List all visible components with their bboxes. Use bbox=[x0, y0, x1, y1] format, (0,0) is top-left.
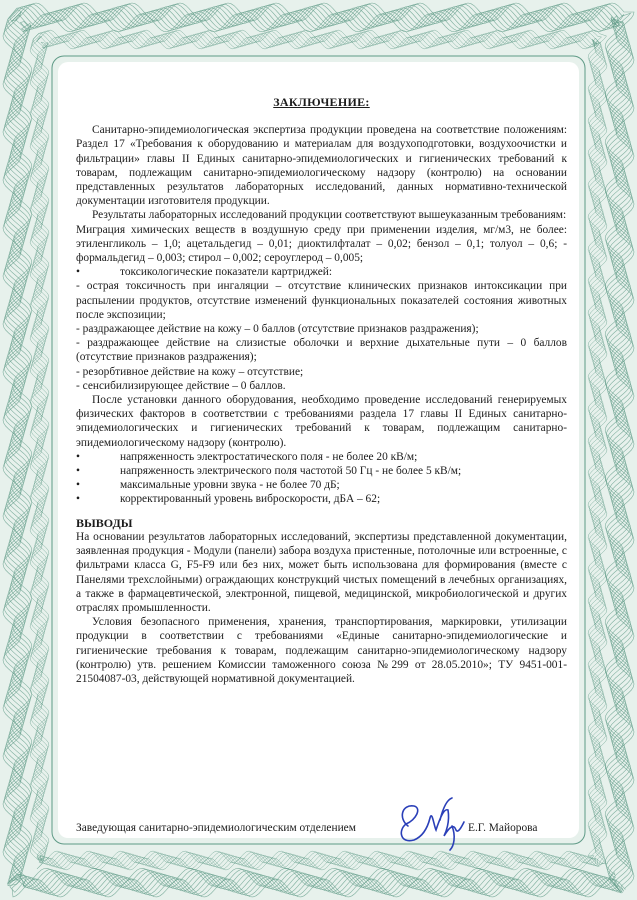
tox-item: - сенсибилизирующее действие – 0 баллов. bbox=[76, 379, 286, 392]
paragraph-basis: Санитарно-эпидемиологическая экспертиза продукции проведена на соответствие положениям: Раздел 17 «Требования к оборудованию и материалам для воздухоподготовки, воздухоочистки и фильтрации» главы II Единых санитарно-эпидемиологических и гигиенических требований к товарам, подлежащим санитарно-эпидемиологическому надзору (контролю) на основании представленных результатов лабораторных исследований, данных нормативно-технической документации изготовителя продукции. bbox=[76, 124, 567, 208]
phys-item: • напряженность электростатического поля - не более 20 кВ/м; bbox=[76, 450, 418, 463]
phys-item: • напряженность электрического поля частотой 50 Гц - не более 5 кВ/м; bbox=[76, 465, 462, 478]
paragraph-results: Результаты лабораторных исследований продукции соответствуют вышеуказанным требованиям: bbox=[92, 209, 567, 222]
handwritten-signature bbox=[394, 796, 472, 852]
signature-label: Заведующая санитарно-эпидемиологическим отделением bbox=[76, 822, 356, 834]
paragraph-after-install: После установки данного оборудования, необходимо проведение исследований генерируемых физических факторов в соответствии с требованиями раздела 17 главы II Единых санитарно-эпидемиологических и гигиенических требований к товарам, подлежащим санитарно-эпидемиологическому надзору (контролю). bbox=[76, 394, 567, 449]
document-title: ЗАКЛЮЧЕНИЕ: bbox=[273, 95, 370, 109]
phys-item: • максимальные уровни звука - не более 70 дБ; bbox=[76, 479, 340, 492]
tox-item: - резорбтивное действие на кожу – отсутствие; bbox=[76, 365, 304, 378]
signatory-name: Е.Г. Майорова bbox=[468, 822, 538, 834]
tox-item: - острая токсичность при ингаляции – отсутствие клинических признаков интоксикации при распылении продуктов, отсутствие изменений функциональных показателей состояния животных после экспозиции; bbox=[76, 280, 567, 321]
phys-item: • корректированный уровень виброскорости, дБА – 62; bbox=[76, 493, 381, 506]
document-body bbox=[76, 95, 567, 686]
tox-header: • токсикологические показатели картриджей: bbox=[76, 266, 333, 279]
conclusion-paragraph: Условия безопасного применения, хранения, транспортирования, маркировки, утилизации продукции в соответствии с требованиями «Единые санитарно-эпидемиологические и гигиенические требования к товарам, подлежащим санитарно-эпидемиологическому надзору (контролю) утв. решением Комиссии таможенного союза №299 от 28.05.2010»; ТУ 9451-001-21504087-03, действующей нормативной документацией. bbox=[76, 616, 567, 685]
conclusions-heading: ВЫВОДЫ bbox=[76, 515, 133, 530]
conclusion-paragraph: На основании результатов лабораторных исследований, экспертизы представленной документации, заявленная продукция - Модули (панели) забора воздуха пристенные, потолочные или встроенные, с фильтрами класса G, F5-F9 или без них, может быть использована для формирования (вместе с Панелями трехслойными) ограждающих конструкций чистых помещений в лечебных организациях, а также в фармацевтической, электронной, пищевой, медицинской, микробиологической и других отраслях промышленности. bbox=[76, 530, 567, 614]
tox-item: - раздражающее действие на кожу – 0 баллов (отсутствие признаков раздражения); bbox=[76, 323, 479, 336]
paragraph-migration: Миграция химических веществ в воздушную среду при применении изделия, мг/м3, не более: этиленгликоль – 1,0; ацетальдегид – 0,01; диоктилфталат – 0,02; бензол – 0,1; толуол – 0,6; - формальдегид – 0,003; стирол – 0,002; сероуглерод – 0,005; bbox=[76, 223, 567, 265]
tox-item: - раздражающее действие на слизистые оболочки и верхние дыхательные пути – 0 баллов (отсутствие признаков раздражения); bbox=[76, 337, 567, 364]
